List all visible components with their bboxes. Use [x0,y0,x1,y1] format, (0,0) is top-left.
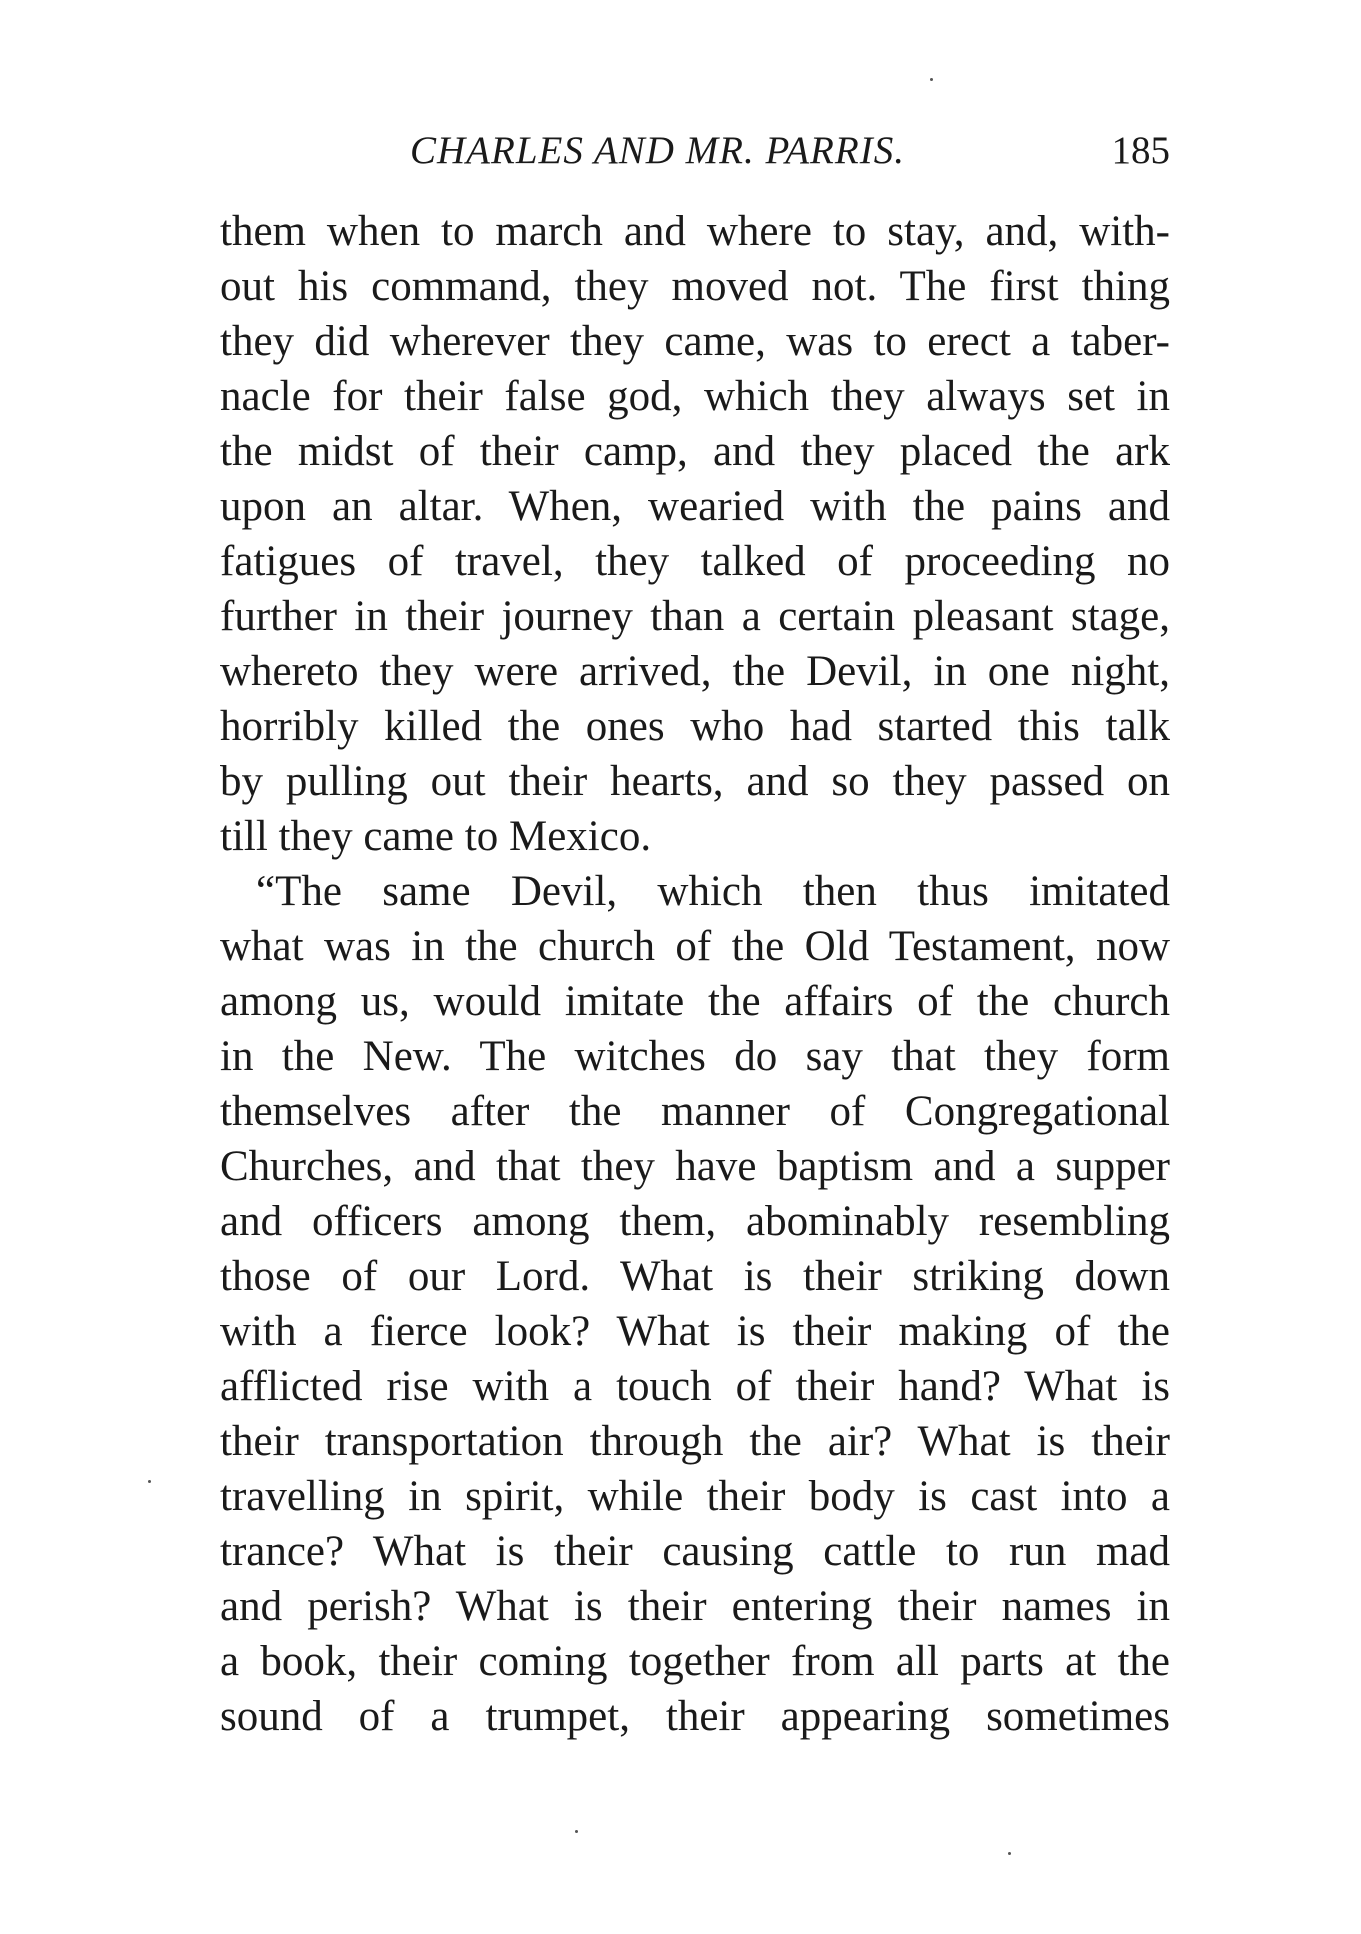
scan-speck [1008,1852,1011,1855]
body-text [220,204,1170,1744]
page-number: 185 [1111,129,1170,172]
text-line: by pulling out their hearts, and so they passed on [220,758,1170,805]
text-line: further in their journey than a certain pleasant stage, [220,593,1170,640]
text-line: out his command, they moved not. The first thing [220,263,1170,310]
text-line: their transportation through the air? What is their [220,1418,1170,1465]
text-line: and perish? What is their entering their names in [220,1583,1170,1630]
text-line: them when to march and where to stay, and, with- [220,208,1170,255]
text-line: upon an altar. When, wearied with the pains and [220,483,1170,530]
running-head [220,128,1170,178]
text-line: Churches, and that they have baptism and a supper [220,1143,1170,1190]
text-line: trance? What is their causing cattle to run mad [220,1528,1170,1575]
paragraph-2 [220,864,1170,1744]
scan-speck [148,1480,151,1483]
text-line: nacle for their false god, which they always set in [220,373,1170,420]
scan-speck [930,78,933,81]
text-line: among us, would imitate the affairs of the church [220,978,1170,1025]
text-line: a book, their coming together from all parts at the [220,1638,1170,1685]
text-line: the midst of their camp, and they placed the ark [220,428,1170,475]
text-line: themselves after the manner of Congregational [220,1088,1170,1135]
paragraph-1 [220,204,1170,864]
text-line: sound of a trumpet, their appearing sometimes [220,1693,1170,1740]
text-line: and officers among them, abominably resembling [220,1198,1170,1245]
text-line: what was in the church of the Old Testament, now [220,923,1170,970]
running-title: CHARLES AND MR. PARRIS. [410,129,905,172]
text-line: horribly killed the ones who had started this talk [220,703,1170,750]
text-line: afflicted rise with a touch of their hand? What is [220,1363,1170,1410]
text-line: whereto they were arrived, the Devil, in one night, [220,648,1170,695]
text-line: with a fierce look? What is their making of the [220,1308,1170,1355]
text-line: they did wherever they came, was to erect a taber- [220,318,1170,365]
text-line: till they came to Mexico. [220,813,652,860]
text-line: in the New. The witches do say that they form [220,1033,1170,1080]
scan-speck [575,1830,578,1833]
text-line: travelling in spirit, while their body is cast into a [220,1473,1170,1520]
text-line: “The same Devil, which then thus imitated [256,868,1170,915]
text-line: those of our Lord. What is their striking down [220,1253,1170,1300]
text-line: fatigues of travel, they talked of proceeding no [220,538,1170,585]
